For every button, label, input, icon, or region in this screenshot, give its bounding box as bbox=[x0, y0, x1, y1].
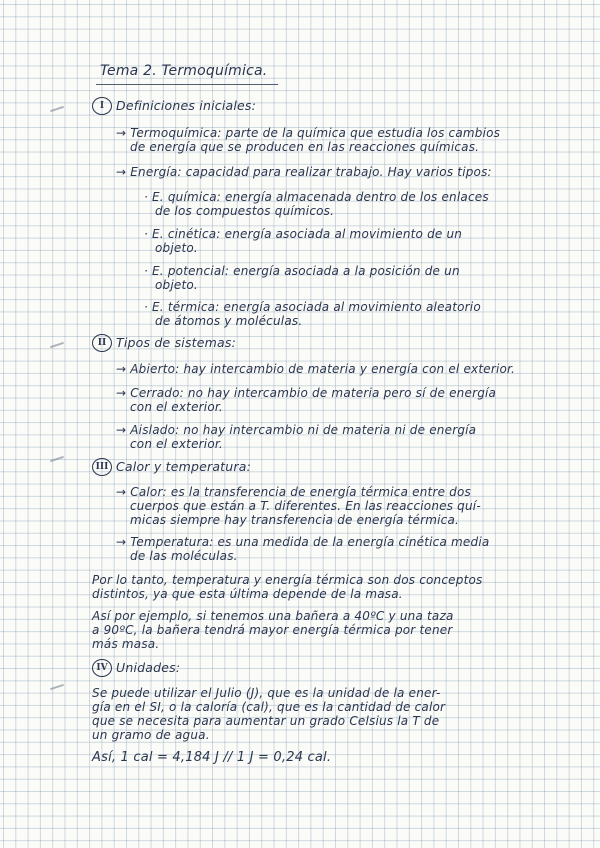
note-line: a 90ºC, la bañera tendrá mayor energía térmica por tener bbox=[92, 623, 453, 637]
note-line: → Termoquímica: parte de la química que estudia los cambios bbox=[116, 126, 501, 140]
note-line: más masa. bbox=[92, 637, 160, 651]
note-line: Así, 1 cal = 4,184 J // 1 J = 0,24 cal. bbox=[92, 750, 332, 765]
page-title: Tema 2. Termoquímica. bbox=[100, 63, 268, 79]
note-line: · E. cinética: energía asociada al movimiento de un bbox=[144, 227, 463, 241]
note-line: · E. térmica: energía asociada al movimiento aleatorio bbox=[144, 300, 481, 314]
note-line: de energía que se producen en las reacciones químicas. bbox=[130, 140, 480, 154]
margin-mark bbox=[50, 106, 64, 112]
section-number: III bbox=[92, 458, 112, 476]
title-underline bbox=[96, 84, 278, 85]
note-line: Por lo tanto, temperatura y energía térmica son dos conceptos bbox=[92, 573, 483, 587]
note-line: · E. potencial: energía asociada a la posición de un bbox=[144, 264, 460, 278]
section-heading: Tipos de sistemas: bbox=[116, 335, 237, 350]
note-line: de átomos y moléculas. bbox=[155, 314, 303, 328]
note-line: → Aislado: no hay intercambio ni de materia ni de energía bbox=[116, 423, 477, 437]
note-line: gía en el SI, o la caloría (cal), que es la cantidad de calor bbox=[92, 700, 446, 714]
margin-mark bbox=[50, 456, 64, 462]
note-line: de los compuestos químicos. bbox=[155, 204, 335, 218]
section-number: IV bbox=[92, 659, 112, 677]
note-line: objeto. bbox=[155, 241, 198, 255]
note-line: distintos, ya que esta última depende de la masa. bbox=[92, 587, 403, 601]
note-line: un gramo de agua. bbox=[92, 728, 210, 742]
note-line: Así por ejemplo, si tenemos una bañera a 40ºC y una taza bbox=[92, 609, 454, 623]
note-line: micas siempre hay transferencia de energía térmica. bbox=[130, 513, 460, 527]
section-heading: Calor y temperatura: bbox=[116, 459, 252, 474]
note-line: con el exterior. bbox=[130, 400, 223, 414]
note-line: → Abierto: hay intercambio de materia y energía con el exterior. bbox=[116, 362, 516, 376]
note-line: que se necesita para aumentar un grado Celsius la T de bbox=[92, 714, 440, 728]
section-heading: Definiciones iniciales: bbox=[116, 98, 257, 113]
note-line: de las moléculas. bbox=[130, 549, 238, 563]
margin-mark bbox=[50, 342, 64, 348]
note-line: · E. química: energía almacenada dentro de los enlaces bbox=[144, 190, 489, 204]
margin-mark bbox=[50, 684, 64, 690]
note-line: con el exterior. bbox=[130, 437, 223, 451]
section-number: I bbox=[92, 97, 112, 115]
note-line: → Energía: capacidad para realizar trabajo. Hay varios tipos: bbox=[116, 165, 492, 179]
note-line: → Temperatura: es una medida de la energía cinética media bbox=[116, 535, 490, 549]
note-line: Se puede utilizar el Julio (J), que es la unidad de la ener- bbox=[92, 686, 441, 700]
section-heading: Unidades: bbox=[116, 660, 181, 675]
note-line: → Cerrado: no hay intercambio de materia pero sí de energía bbox=[116, 386, 497, 400]
section-number: II bbox=[92, 334, 112, 352]
note-line: objeto. bbox=[155, 278, 198, 292]
note-line: cuerpos que están a T. diferentes. En las reacciones quí- bbox=[130, 499, 481, 513]
note-line: → Calor: es la transferencia de energía térmica entre dos bbox=[116, 485, 471, 499]
